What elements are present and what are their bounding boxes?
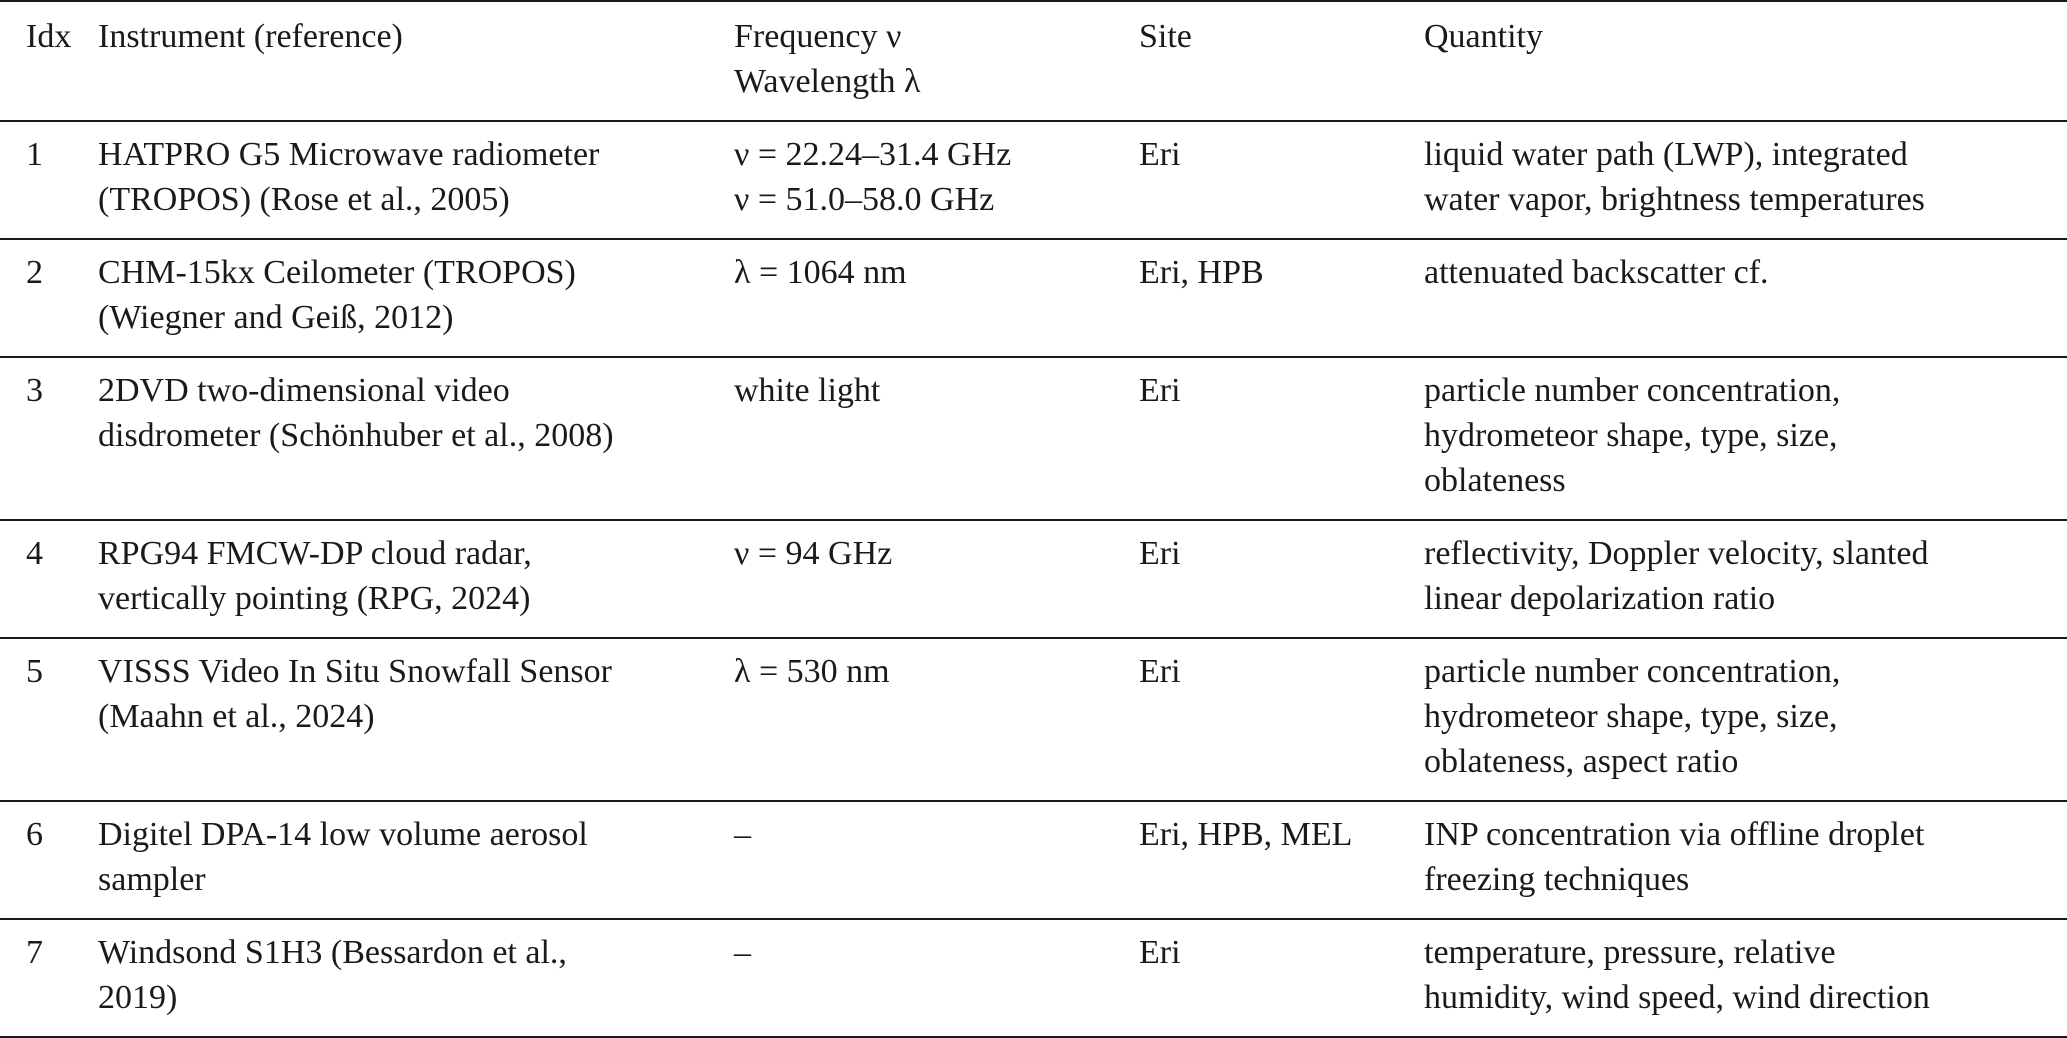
cell-site: Eri xyxy=(1139,372,1181,409)
cell-quantity xyxy=(1424,239,2067,357)
cell-site: Eri xyxy=(1139,653,1181,690)
cell-quantity xyxy=(1424,520,2067,638)
cell-idx: 6 xyxy=(26,816,43,853)
instrument-line: (TROPOS) (Rose et al., 2005) xyxy=(98,181,510,218)
quantity-line: temperature, pressure, relative xyxy=(1424,934,1836,971)
cell-frequency xyxy=(734,239,1139,357)
table-row xyxy=(0,801,2067,919)
cell-site: Eri, HPB, MEL xyxy=(1139,816,1353,853)
instrument-line: VISSS Video In Situ Snowfall Sensor xyxy=(98,653,612,690)
cell-instrument xyxy=(98,801,734,919)
cell-site: Eri xyxy=(1139,934,1181,971)
instrument-line: Windsond S1H3 (Bessardon et al., xyxy=(98,934,567,971)
table-row xyxy=(0,121,2067,239)
cell-idx: 1 xyxy=(26,136,43,173)
instrument-line: sampler xyxy=(98,861,206,898)
cell-idx: 7 xyxy=(26,934,43,971)
frequency-line: ν = 94 GHz xyxy=(734,535,893,572)
cell-quantity xyxy=(1424,121,2067,239)
instrument-line: CHM-15kx Ceilometer (TROPOS) xyxy=(98,254,576,291)
instrument-line: (Wiegner and Geiß, 2012) xyxy=(98,299,454,336)
cell-instrument xyxy=(98,638,734,801)
quantity-line: particle number concentration, xyxy=(1424,372,1841,409)
quantity-line: hydrometeor shape, type, size, xyxy=(1424,698,1838,735)
cell-frequency xyxy=(734,638,1139,801)
frequency-line: – xyxy=(734,816,751,853)
instrument-line: 2019) xyxy=(98,979,178,1016)
cell-site: Eri xyxy=(1139,535,1181,572)
quantity-line: oblateness xyxy=(1424,462,1566,499)
quantity-line: INP concentration via offline droplet xyxy=(1424,816,1925,853)
header-site: Site xyxy=(1139,18,1192,55)
header-frequency xyxy=(734,1,1139,121)
cell-quantity xyxy=(1424,638,2067,801)
quantity-line: linear depolarization ratio xyxy=(1424,580,1776,617)
instrument-line: 2DVD two-dimensional video xyxy=(98,372,510,409)
header-wavelength-line: Wavelength λ xyxy=(734,63,921,100)
quantity-line: oblateness, aspect ratio xyxy=(1424,743,1739,780)
cell-frequency xyxy=(734,801,1139,919)
cell-frequency xyxy=(734,357,1139,520)
cell-idx: 5 xyxy=(26,653,43,690)
cell-site: Eri xyxy=(1139,136,1181,173)
table-row xyxy=(0,520,2067,638)
frequency-line: λ = 1064 nm xyxy=(734,254,907,291)
quantity-line: hydrometeor shape, type, size, xyxy=(1424,417,1838,454)
header-idx: Idx xyxy=(26,18,72,55)
frequency-line: white light xyxy=(734,372,881,409)
cell-quantity xyxy=(1424,919,2067,1037)
table-row xyxy=(0,357,2067,520)
cell-quantity xyxy=(1424,357,2067,520)
instrument-line: disdrometer (Schönhuber et al., 2008) xyxy=(98,417,614,454)
table-row xyxy=(0,638,2067,801)
frequency-line: ν = 51.0–58.0 GHz xyxy=(734,181,995,218)
cell-frequency xyxy=(734,919,1139,1037)
quantity-line: particle number concentration, xyxy=(1424,653,1841,690)
instrument-line: RPG94 FMCW-DP cloud radar, xyxy=(98,535,532,572)
cell-idx: 4 xyxy=(26,535,43,572)
instrument-line: vertically pointing (RPG, 2024) xyxy=(98,580,531,617)
cell-instrument xyxy=(98,239,734,357)
cell-frequency xyxy=(734,121,1139,239)
quantity-line: freezing techniques xyxy=(1424,861,1690,898)
table-row xyxy=(0,919,2067,1037)
cell-instrument xyxy=(98,357,734,520)
cell-site: Eri, HPB xyxy=(1139,254,1264,291)
cell-frequency xyxy=(734,520,1139,638)
frequency-line: – xyxy=(734,934,751,971)
frequency-line: ν = 22.24–31.4 GHz xyxy=(734,136,1012,173)
instrument-line: (Maahn et al., 2024) xyxy=(98,698,375,735)
quantity-line: water vapor, brightness temperatures xyxy=(1424,181,1925,218)
table-header xyxy=(0,1,2067,121)
cell-quantity xyxy=(1424,801,2067,919)
header-instrument: Instrument (reference) xyxy=(98,18,403,55)
quantity-line: liquid water path (LWP), integrated xyxy=(1424,136,1908,173)
header-row xyxy=(0,1,2067,121)
cell-idx: 3 xyxy=(26,372,43,409)
cell-instrument xyxy=(98,121,734,239)
cell-instrument xyxy=(98,919,734,1037)
cell-idx: 2 xyxy=(26,254,43,291)
header-quantity: Quantity xyxy=(1424,18,1543,55)
cell-instrument xyxy=(98,520,734,638)
instrument-line: Digitel DPA-14 low volume aerosol xyxy=(98,816,588,853)
table-row xyxy=(0,239,2067,357)
frequency-line: λ = 530 nm xyxy=(734,653,890,690)
quantity-line: humidity, wind speed, wind direction xyxy=(1424,979,1930,1016)
instrument-line: HATPRO G5 Microwave radiometer xyxy=(98,136,600,173)
table-body xyxy=(0,121,2067,1037)
quantity-line: attenuated backscatter cf. xyxy=(1424,254,1769,291)
header-frequency-line: Frequency ν xyxy=(734,18,902,55)
quantity-line: reflectivity, Doppler velocity, slanted xyxy=(1424,535,1929,572)
